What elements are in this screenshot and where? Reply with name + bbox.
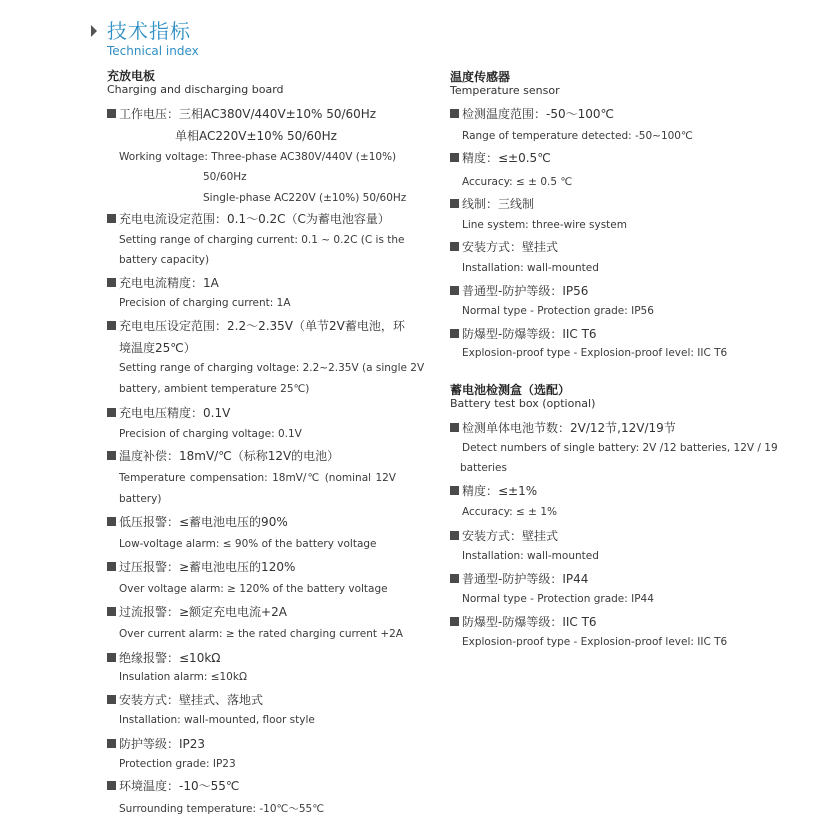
spec-item-en: Over voltage alarm: ≥ 120% of the battery voltage — [119, 583, 388, 595]
spec-item-en: Installation: wall-mounted — [462, 550, 599, 562]
spec-item-en-line2: batteries — [460, 462, 507, 474]
square-bullet-icon — [107, 695, 116, 704]
spec-item-en: Normal type - Protection grade: IP56 — [462, 305, 654, 317]
spec-item-en: Installation: wall-mounted — [462, 262, 599, 274]
square-bullet-icon — [107, 781, 116, 790]
square-bullet-icon — [107, 109, 116, 118]
spec-item-en: Setting range of charging current: 0.1 ~ 0.2C (C is the — [119, 234, 405, 246]
spec-item-cn: 环境温度：-10～55℃ — [119, 779, 240, 793]
square-bullet-icon — [107, 321, 116, 330]
spec-item-en: Working voltage: Three-phase AC380V/440V (±10%) — [119, 151, 397, 163]
square-bullet-icon — [450, 617, 459, 626]
spec-item-en: Accuracy: ≤ ± 1% — [462, 506, 557, 518]
square-bullet-icon — [450, 423, 459, 432]
spec-item-cn: 充电电流精度：1A — [119, 276, 219, 290]
square-bullet-icon — [107, 278, 116, 287]
spec-item-cn: 防护等级：IP23 — [119, 737, 206, 751]
spec-item-en-line3: Single-phase AC220V (±10%) 50/60Hz — [203, 192, 407, 204]
spec-item-cn: 检测温度范围：-50～100℃ — [462, 107, 614, 121]
square-bullet-icon — [450, 109, 459, 118]
section-title-battery-test-box: 蓄电池检测盒（选配） — [450, 383, 571, 397]
section-subtitle-charging-board: Charging and discharging board — [107, 83, 284, 96]
spec-item-cn: 充电电压设定范围：2.2～2.35V（单节2V蓄电池，环 — [119, 319, 405, 333]
section-title-temperature-sensor: 温度传感器 — [450, 70, 511, 84]
spec-item-en: Over current alarm: ≥ the rated charging current +2A — [119, 628, 403, 640]
spec-item-cn: 线制：三线制 — [462, 197, 535, 211]
spec-item-en: Normal type - Protection grade: IP44 — [462, 593, 654, 605]
spec-item-cn: 充电电流设定范围：0.1～0.2C（C为蓄电池容量） — [119, 212, 390, 226]
square-bullet-icon — [107, 451, 116, 460]
spec-item-cn: 精度：≤±1% — [462, 484, 538, 498]
section-title-charging-board: 充放电板 — [107, 69, 156, 83]
spec-item-cn: 安装方式：壁挂式、落地式 — [119, 693, 264, 707]
spec-item-en: Temperature compensation: 18mV/℃ (nominal 12V — [119, 472, 396, 484]
spec-item-cn: 低压报警：≤蓄电池电压的90% — [119, 515, 288, 529]
spec-item-en: Detect numbers of single battery: 2V /12 batteries, 12V / 19 — [462, 442, 778, 454]
square-bullet-icon — [450, 531, 459, 540]
spec-item-en: Accuracy: ≤ ± 0.5 ℃ — [462, 176, 573, 188]
spec-item-en: Range of temperature detected: -50~100℃ — [462, 130, 693, 142]
square-bullet-icon — [107, 214, 116, 223]
spec-item-en: Precision of charging voltage: 0.1V — [119, 428, 302, 440]
square-bullet-icon — [107, 739, 116, 748]
spec-item-cn-line2: 单相AC220V±10% 50/60Hz — [175, 129, 337, 143]
spec-item-en-line2: battery capacity) — [119, 254, 210, 266]
spec-item-en-line2: 50/60Hz — [203, 171, 247, 183]
spec-item-cn-line2: 境温度25℃） — [119, 341, 196, 355]
square-bullet-icon — [450, 329, 459, 338]
spec-item-cn: 普通型-防护等级：IP56 — [462, 284, 589, 298]
spec-item-cn: 绝缘报警：≤10kΩ — [119, 651, 221, 665]
triangle-right-icon — [91, 25, 97, 37]
spec-item-cn: 安装方式：壁挂式 — [462, 240, 559, 254]
spec-item-cn: 过流报警：≥额定充电电流+2A — [119, 605, 287, 619]
square-bullet-icon — [450, 286, 459, 295]
spec-item-en: Protection grade: IP23 — [119, 758, 236, 770]
spec-item-cn: 工作电压：三相AC380V/440V±10% 50/60Hz — [119, 107, 377, 121]
spec-item-cn: 充电电压精度：0.1V — [119, 406, 231, 420]
spec-item-en-line2: battery) — [119, 493, 162, 505]
spec-item-cn: 检测单体电池节数：2V/12节,12V/19节 — [462, 421, 676, 435]
square-bullet-icon — [107, 408, 116, 417]
page-subtitle: Technical index — [107, 44, 199, 58]
spec-item-cn: 普通型-防护等级：IP44 — [462, 572, 589, 586]
square-bullet-icon — [107, 607, 116, 616]
spec-item-cn: 安装方式：壁挂式 — [462, 529, 559, 543]
spec-item-en: Insulation alarm: ≤10kΩ — [119, 671, 247, 683]
spec-item-en: Line system: three-wire system — [462, 219, 627, 231]
spec-item-cn: 防爆型-防爆等级：IIC T6 — [462, 327, 597, 341]
spec-item-en-line2: battery, ambient temperature 25℃) — [119, 383, 310, 395]
spec-item-cn: 防爆型-防爆等级：IIC T6 — [462, 615, 597, 629]
square-bullet-icon — [450, 574, 459, 583]
square-bullet-icon — [107, 517, 116, 526]
section-subtitle-temperature-sensor: Temperature sensor — [450, 84, 560, 97]
square-bullet-icon — [450, 486, 459, 495]
page-title: 技术指标 — [107, 19, 191, 43]
square-bullet-icon — [107, 653, 116, 662]
square-bullet-icon — [450, 153, 459, 162]
spec-item-en: Precision of charging current: 1A — [119, 297, 291, 309]
spec-item-en: Explosion-proof type - Explosion-proof level: IIC T6 — [462, 636, 728, 648]
section-subtitle-battery-test-box: Battery test box (optional) — [450, 397, 596, 410]
spec-item-cn: 温度补偿：18mV/℃（标称12V的电池） — [119, 449, 340, 463]
spec-item-en: Low-voltage alarm: ≤ 90% of the battery voltage — [119, 538, 377, 550]
spec-item-en: Explosion-proof type - Explosion-proof level: IIC T6 — [462, 347, 728, 359]
spec-item-en: Surrounding temperature: -10℃～55℃ — [119, 803, 324, 815]
spec-item-cn: 精度：≤±0.5℃ — [462, 151, 551, 165]
spec-item-en: Installation: wall-mounted, floor style — [119, 714, 315, 726]
square-bullet-icon — [450, 242, 459, 251]
spec-item-en: Setting range of charging voltage: 2.2~2.35V (a single 2V — [119, 362, 425, 374]
spec-item-cn: 过压报警：≥蓄电池电压的120% — [119, 560, 296, 574]
square-bullet-icon — [107, 562, 116, 571]
square-bullet-icon — [450, 199, 459, 208]
